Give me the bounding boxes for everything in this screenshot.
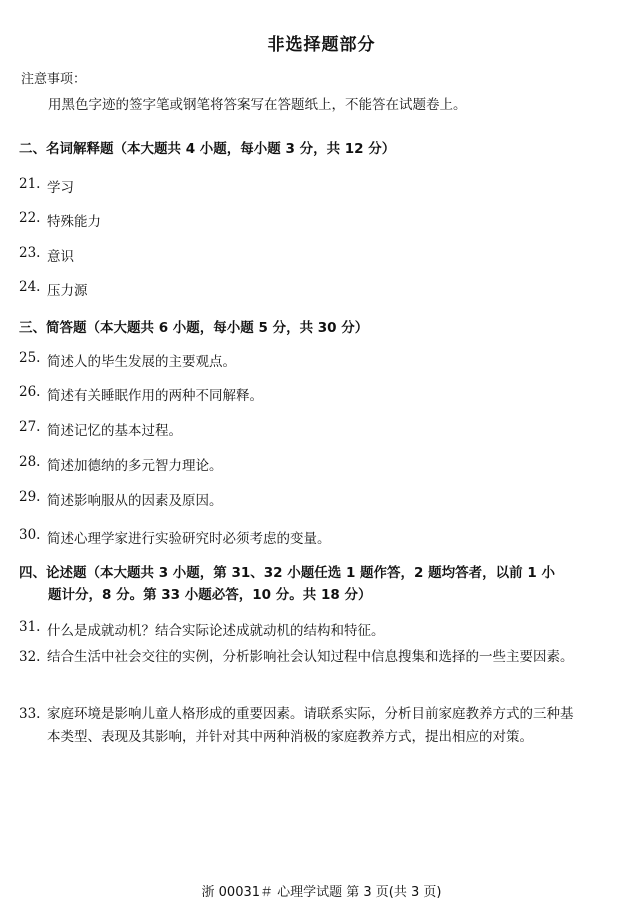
question-item bbox=[19, 350, 236, 370]
question-number: 26. bbox=[19, 384, 41, 400]
question-item bbox=[19, 245, 74, 265]
question-text: 压力源 bbox=[47, 283, 88, 299]
question-text: 结合生活中社会交往的实例，分析影响社会认知过程中信息搜集和选择的一些主要因素。 bbox=[47, 649, 574, 665]
question-text: 简述有关睡眠作用的两种不同解释。 bbox=[47, 388, 263, 404]
page-title: 非选择题部分 bbox=[267, 35, 376, 55]
question-text: 家庭环境是影响儿童人格形成的重要因素。请联系实际，分析目前家庭教养方式的三种基本类型、表现及其影响，并针对其中两种消极的家庭教养方式，提出相应的对策。 bbox=[47, 706, 574, 745]
question-number: 24. bbox=[19, 279, 41, 295]
question-text: 什么是成就动机？结合实际论述成就动机的结构和特征。 bbox=[47, 623, 385, 639]
question-item bbox=[19, 279, 88, 299]
question-item bbox=[19, 527, 331, 547]
question-text: 学习 bbox=[47, 180, 74, 196]
section-heading-short-answer: 三、简答题（本大题共 6 小题，每小题 5 分，共 30 分） bbox=[19, 320, 369, 336]
question-text: 简述记忆的基本过程。 bbox=[47, 423, 182, 439]
question-text: 简述人的毕生发展的主要观点。 bbox=[47, 354, 236, 370]
question-item bbox=[19, 419, 182, 439]
question-item bbox=[19, 646, 579, 669]
question-item bbox=[19, 454, 223, 474]
question-item bbox=[19, 384, 263, 404]
section-heading-essay bbox=[19, 562, 574, 606]
question-text: 意识 bbox=[47, 249, 74, 265]
question-number: 23. bbox=[19, 245, 41, 261]
question-number: 21. bbox=[19, 176, 41, 192]
question-number: 27. bbox=[19, 419, 41, 435]
question-number: 25. bbox=[19, 350, 41, 366]
question-number: 28. bbox=[19, 454, 41, 470]
section-heading-line: 四、论述题（本大题共 3 小题，第 31、32 小题任选 1 题作答，2 题均答者，以前 1 小 bbox=[19, 565, 555, 581]
notice-text: 用黑色字迹的签字笔或钢笔将答案写在答题纸上，不能答在试题卷上。 bbox=[48, 97, 467, 113]
question-number: 22. bbox=[19, 210, 41, 226]
question-text: 简述影响服从的因素及原因。 bbox=[47, 493, 223, 509]
notice-heading: 注意事项： bbox=[21, 72, 87, 87]
question-item bbox=[19, 703, 579, 749]
question-item bbox=[19, 489, 223, 509]
question-item bbox=[19, 619, 385, 639]
question-number: 33. bbox=[19, 706, 41, 722]
question-item bbox=[19, 210, 101, 230]
question-text: 简述加德纳的多元智力理论。 bbox=[47, 458, 223, 474]
question-number: 30. bbox=[19, 527, 41, 543]
page-footer: 浙 00031＃ 心理学试题 第 3 页(共 3 页) bbox=[201, 885, 442, 900]
question-number: 31. bbox=[19, 619, 41, 635]
question-text: 特殊能力 bbox=[47, 214, 101, 230]
question-number: 29. bbox=[19, 489, 41, 505]
question-text: 简述心理学家进行实验研究时必须考虑的变量。 bbox=[47, 531, 331, 547]
section-heading-continuation: 题计分，8 分。第 33 小题必答，10 分。共 18 分） bbox=[48, 587, 372, 603]
question-item bbox=[19, 176, 74, 196]
question-number: 32. bbox=[19, 649, 41, 665]
section-heading-definitions: 二、名词解释题（本大题共 4 小题，每小题 3 分，共 12 分） bbox=[19, 141, 396, 157]
